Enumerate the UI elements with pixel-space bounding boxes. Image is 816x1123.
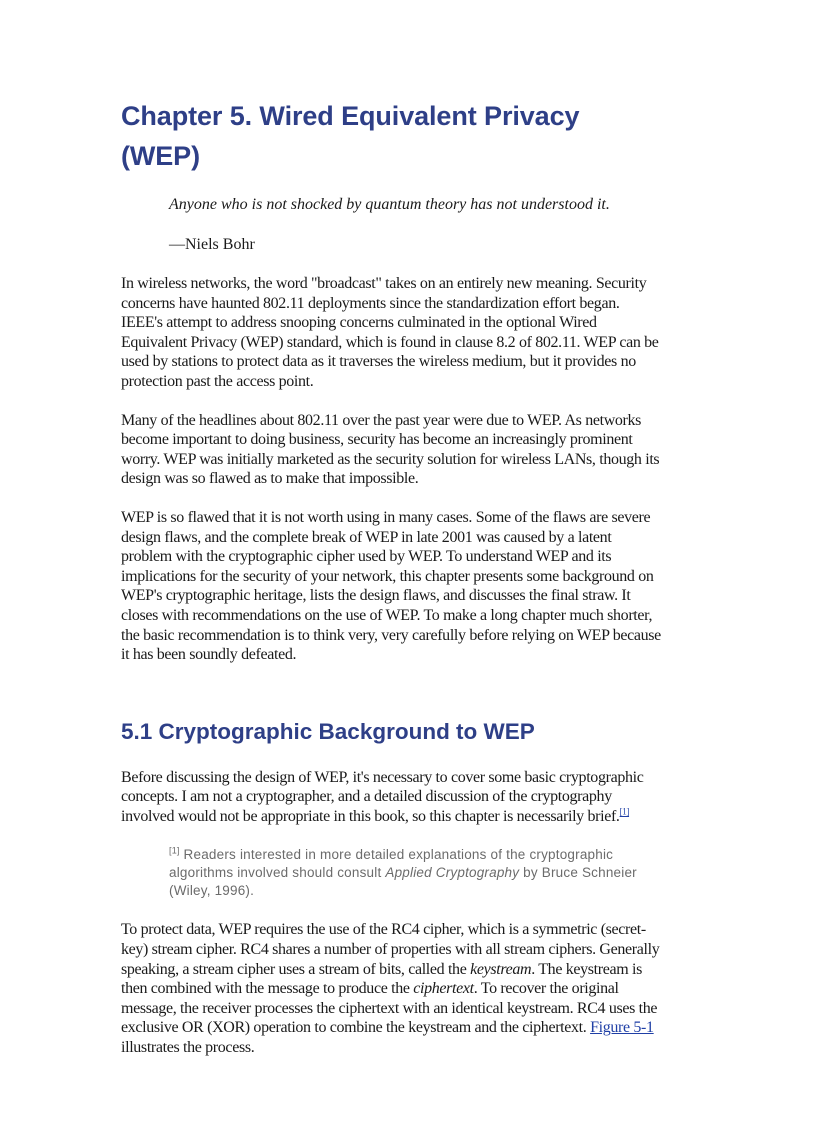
paragraph-text: . The keystream is then combined with the message to produce the	[121, 960, 642, 998]
section-paragraph	[121, 768, 661, 827]
term-ciphertext: ciphertext	[413, 980, 474, 998]
page-content	[121, 96, 661, 1058]
section-paragraph-text: Before discussing the design of WEP, it's necessary to cover some basic cryptographic concepts. I am not a cryptographer, and a detailed discussion of the cryptography involved would not be appropriate in this book, so this chapter is necessarily brief.	[121, 768, 644, 825]
intro-paragraph: WEP is so flawed that it is not worth using in many cases. Some of the flaws are severe design flaws, and the complete break of WEP in late 2001 was caused by a latent problem with the cryptographic cipher used by WEP. To understand WEP and its implications for the security of your network, this chapter presents some background on WEP's cryptographic heritage, lists the design flaws, and discusses the final straw. It closes with recommendations on the use of WEP. To make a long chapter much shorter, the basic recommendation is to think very, very carefully before relying on WEP because it has been soundly defeated.	[121, 508, 661, 664]
epigraph-quote: Anyone who is not shocked by quantum theory has not understood it.	[169, 196, 610, 213]
footnote-text-end: by Bruce Schneier (Wiley, 1996).	[169, 865, 637, 899]
footnote-marker: [1]	[169, 845, 180, 856]
footnote-text: Readers interested in more detailed explanations of the cryptographic algorithms involved should consult	[169, 847, 614, 881]
paragraph-text: To protect data, WEP requires the use of the RC4 cipher, which is a symmetric (secret-key) stream cipher. RC4 shares a number of properties with all stream ciphers. Generally speaking, a stream cipher uses a stream of bits, called the	[121, 921, 660, 978]
footnote	[169, 846, 661, 900]
figure-5-1-link[interactable]: Figure 5-1	[590, 1019, 654, 1037]
intro-paragraph: Many of the headlines about 802.11 over the past year were due to WEP. As networks become important to doing business, security has become an increasingly prominent worry. WEP was initially marketed as the security solution for wireless LANs, though its design was so flawed as to make that impossible.	[121, 411, 660, 488]
paragraph-text: . To recover the original message, the receiver processes the ciphertext with an identical keystream. RC4 uses the exclusive OR (XOR) operation to combine the keystream and the ciphertext.	[121, 980, 658, 1037]
chapter-title: Chapter 5. Wired Equivalent Privacy (WEP)	[121, 101, 580, 171]
section-paragraph	[121, 920, 661, 1057]
epigraph-author: —Niels Bohr	[169, 236, 255, 253]
section-heading: 5.1 Cryptographic Background to WEP	[121, 718, 535, 744]
paragraph-text: illustrates the process.	[121, 1039, 255, 1057]
intro-paragraph: In wireless networks, the word "broadcast" takes on an entirely new meaning. Security concerns have haunted 802.11 deployments since the standardization effort began. IEEE's attempt to address snooping concerns culminated in the optional Wired Equivalent Privacy (WEP) standard, which is found in clause 8.2 of 802.11. WEP can be used by stations to protect data as it traverses the wireless medium, but it provides no protection past the access point.	[121, 275, 659, 390]
footnote-ref-link[interactable]: [1]	[619, 806, 630, 817]
footnote-book-title: Applied Cryptography	[385, 865, 520, 881]
term-keystream: keystream	[470, 960, 532, 978]
